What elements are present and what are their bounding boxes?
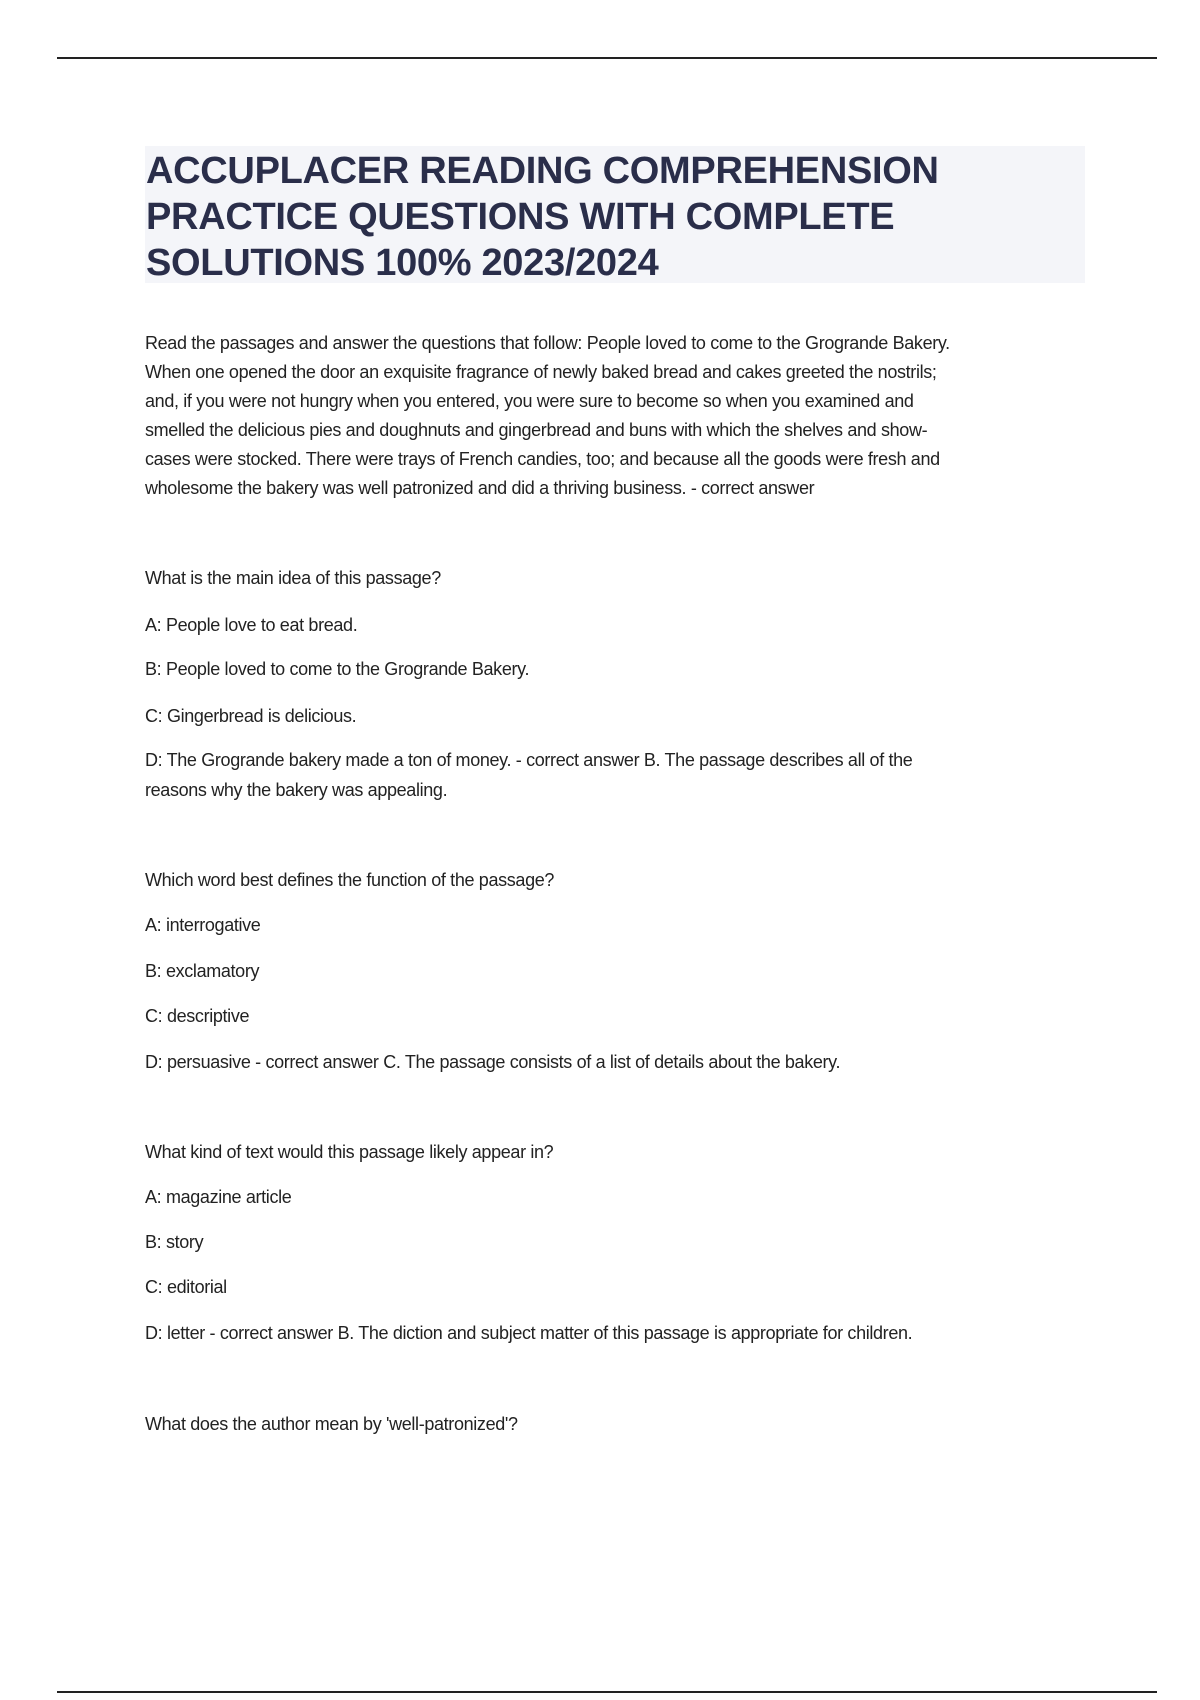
option-c: C: descriptive [145,1006,250,1026]
option-d-answer: D: The Grogrande bakery made a ton of money. - correct answer B. The passage describes all of the [145,750,913,770]
option-c: C: editorial [145,1277,227,1297]
document-title: ACCUPLACER READING COMPREHENSION PRACTICE QUESTIONS WITH COMPLETE SOLUTIONS 100% 2023/2024 [146,150,939,284]
option-a: A: magazine article [145,1187,292,1207]
option-c: C: Gingerbread is delicious. [145,706,357,726]
option-b: B: story [145,1232,204,1252]
passage-line: cases were stocked. There were trays of French candies, too; and because all the goods were fresh and [145,449,940,469]
option-b: B: People loved to come to the Grogrande Bakery. [145,659,530,679]
answer-continuation: reasons why the bakery was appealing. [145,780,448,800]
question-text: Which word best defines the function of the passage? [145,870,555,890]
option-b: B: exclamatory [145,961,260,981]
question-text: What does the author mean by 'well-patronized'? [145,1414,518,1434]
passage-line: smelled the delicious pies and doughnuts and gingerbread and buns with which the shelves and show- [145,420,928,440]
option-a: A: People love to eat bread. [145,615,358,635]
top-rule [57,57,1157,59]
passage-line: When one opened the door an exquisite fragrance of newly baked bread and cakes greeted the nostrils; [145,362,937,382]
question-text: What is the main idea of this passage? [145,568,441,588]
passage-line: wholesome the bakery was well patronized and did a thriving business. - correct answer [145,478,815,498]
bottom-rule [57,1691,1157,1693]
option-d-answer: D: persuasive - correct answer C. The passage consists of a list of details about the bakery. [145,1052,841,1072]
option-a: A: interrogative [145,915,261,935]
question-text: What kind of text would this passage likely appear in? [145,1142,554,1162]
option-d-answer: D: letter - correct answer B. The diction and subject matter of this passage is appropriate for children. [145,1323,913,1343]
passage-line: Read the passages and answer the questions that follow: People loved to come to the Grogrande Bakery. [145,333,950,353]
passage-line: and, if you were not hungry when you entered, you were sure to become so when you examined and [145,391,914,411]
